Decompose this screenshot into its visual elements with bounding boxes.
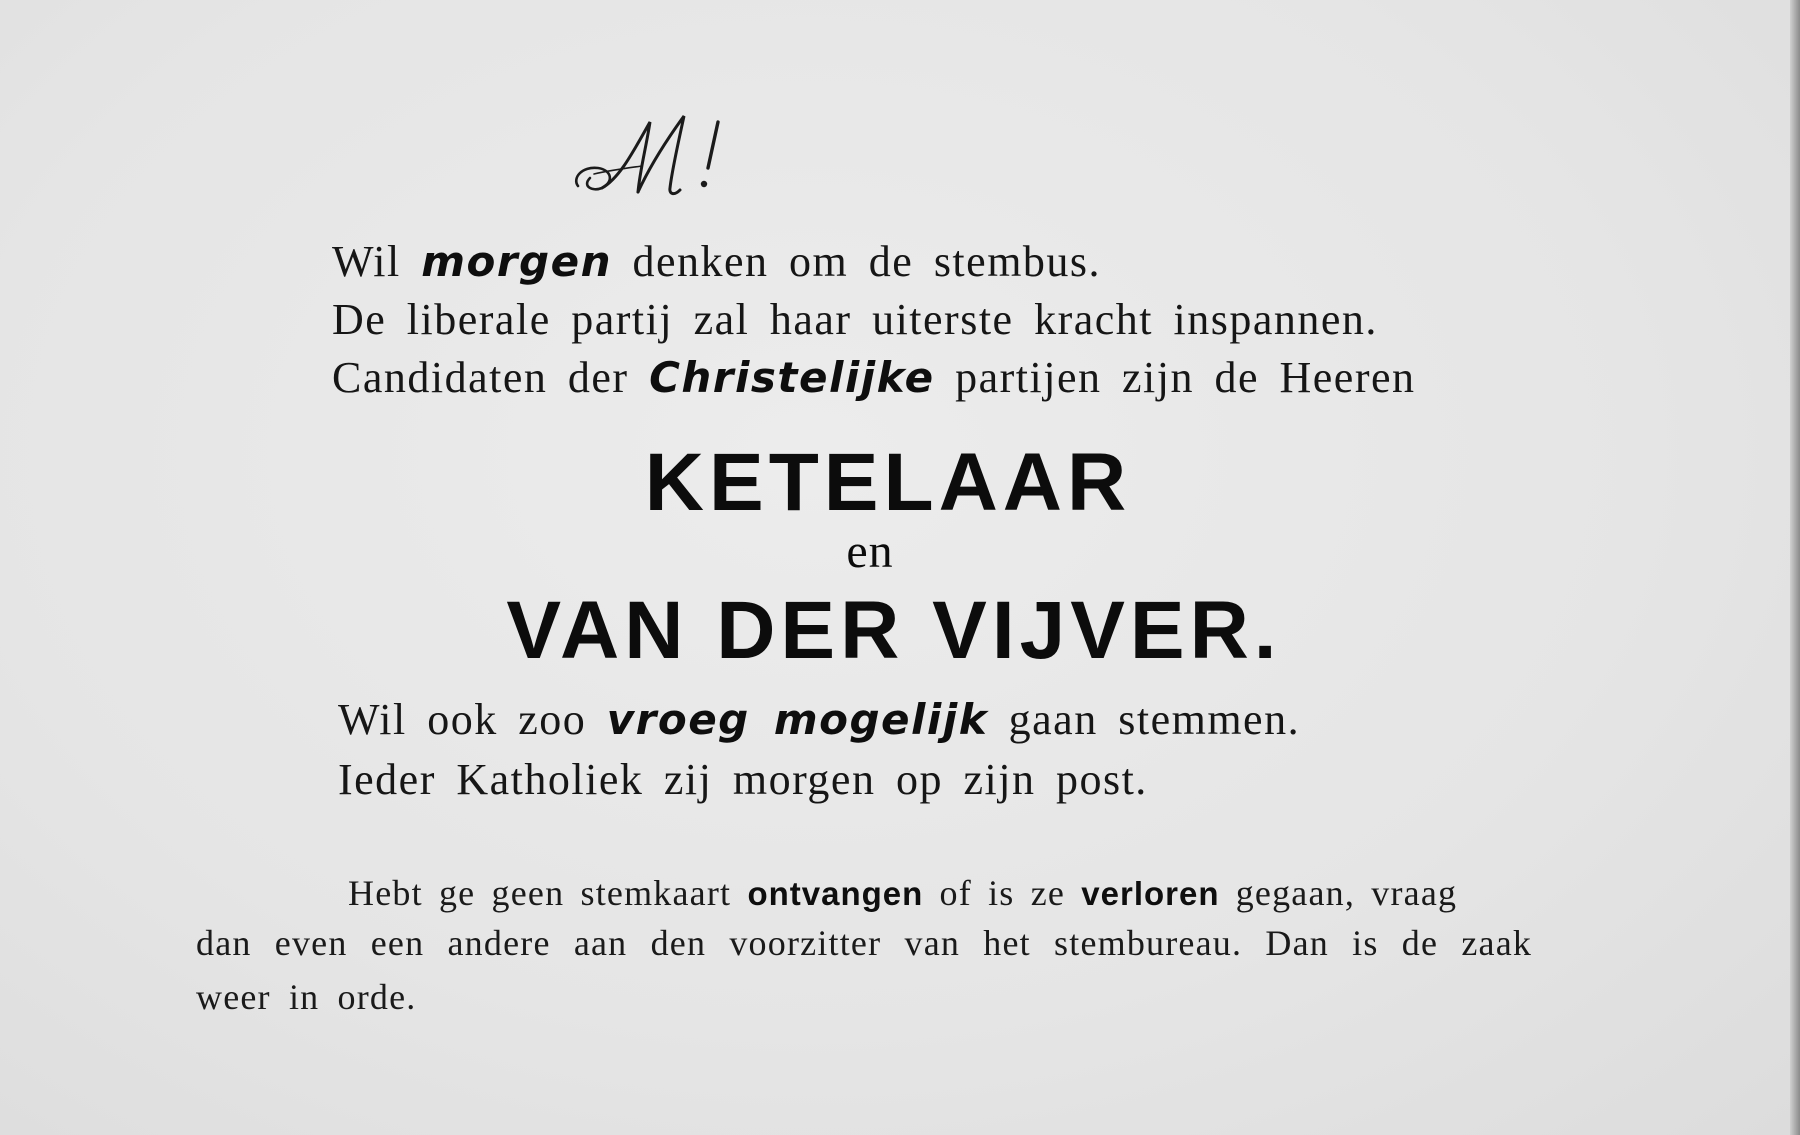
note-line-3: weer in orde. (196, 977, 417, 1017)
emphasis-ontvangen: ontvangen (747, 875, 924, 912)
intro-line-1-c: denken om de stembus. (632, 237, 1102, 286)
intro-line-2: De liberale partij zal haar uiterste kracht inspannen. (332, 295, 1378, 344)
note-line-1 (348, 872, 1457, 914)
salutation-text: M! (572, 108, 574, 109)
emphasis-morgen: morgen (421, 237, 612, 286)
note-line-1-c: of is ze (939, 873, 1066, 913)
appeal-line-1-a: Wil ook zoo (338, 695, 587, 744)
appeal-line-1 (338, 694, 1300, 745)
emphasis-verloren: verloren (1081, 875, 1220, 912)
intro-line-3 (332, 352, 1416, 403)
note-line-1-a: Hebt ge geen stemkaart (348, 873, 732, 913)
intro-line-3-a: Candidaten der (332, 353, 629, 402)
emphasis-vroeg-mogelijk: vroeg mogelijk (606, 695, 989, 744)
appeal-line-2: Ieder Katholiek zij morgen op zijn post. (338, 755, 1148, 804)
salutation-script (572, 108, 752, 208)
intro-line-1-a: Wil (332, 237, 401, 286)
intro-line-3-c: partijen zijn de Heeren (955, 353, 1416, 402)
appeal-line-1-c: gaan stemmen. (1008, 695, 1301, 744)
salutation-glyph (572, 108, 752, 208)
note-line-2: dan even een andere aan den voorzitter van het stembureau. Dan is de zaak (196, 923, 1533, 963)
candidate-conjunction: en (846, 525, 894, 578)
candidate-name-first: KETELAAR (644, 437, 1132, 528)
intro-line-1 (332, 236, 1101, 287)
note-line-1-e: gegaan, vraag (1235, 873, 1458, 913)
page-edge-shadow (1790, 0, 1800, 1135)
candidate-name-second: VAN DER VIJVER. (506, 585, 1282, 676)
emphasis-christelijke: Christelijke (649, 353, 935, 402)
